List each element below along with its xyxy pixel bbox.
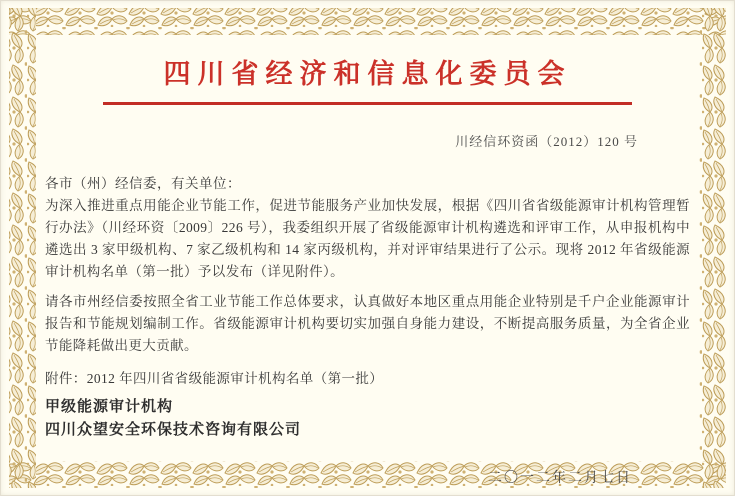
letter-content bbox=[45, 36, 690, 486]
issuing-authority-title: 四川省经济和信息化委员会 bbox=[163, 59, 572, 89]
issue-date: 二〇一二年二月七日 bbox=[488, 471, 632, 486]
document-number: 川经信环资函（2012）120 号 bbox=[455, 134, 638, 149]
title-red-rule bbox=[103, 102, 632, 105]
body-paragraph: 为深入推进重点用能企业节能工作，促进节能服务产业加快发展，根据《四川省省级能源审计机构管理暂行办法》（川经环资〔2009〕226 号），我委组织开展了省级能源审计机构遴选和评审工作，从申报机构中遴选出 3 家甲级机构、7 家乙级机构和 14 家丙级机构，并对评审结果进行了公示。现将 2012 年省级能源审计机构名单（第一批）予以发布（详见附件）。 bbox=[45, 198, 690, 279]
company-name: 四川众望安全环保技术咨询有限公司 bbox=[45, 421, 302, 438]
border-top-band bbox=[9, 8, 726, 35]
border-right-band bbox=[699, 8, 726, 488]
attachment-line: 附件：2012 年四川省省级能源审计机构名单（第一批） bbox=[45, 371, 384, 386]
border-left-band bbox=[9, 8, 36, 488]
salutation-line: 各市（州）经信委，有关单位： bbox=[45, 176, 241, 191]
grade-heading: 甲级能源审计机构 bbox=[45, 398, 174, 415]
body-paragraph: 请各市州经信委按照全省工业节能工作总体要求，认真做好本地区重点用能企业特别是千户企业能源审计报告和节能规划编制工作。省级能源审计机构要切实加强自身能力建设，不断提高服务质量，为全省企业节能降耗做出更大贡献。 bbox=[45, 294, 690, 353]
